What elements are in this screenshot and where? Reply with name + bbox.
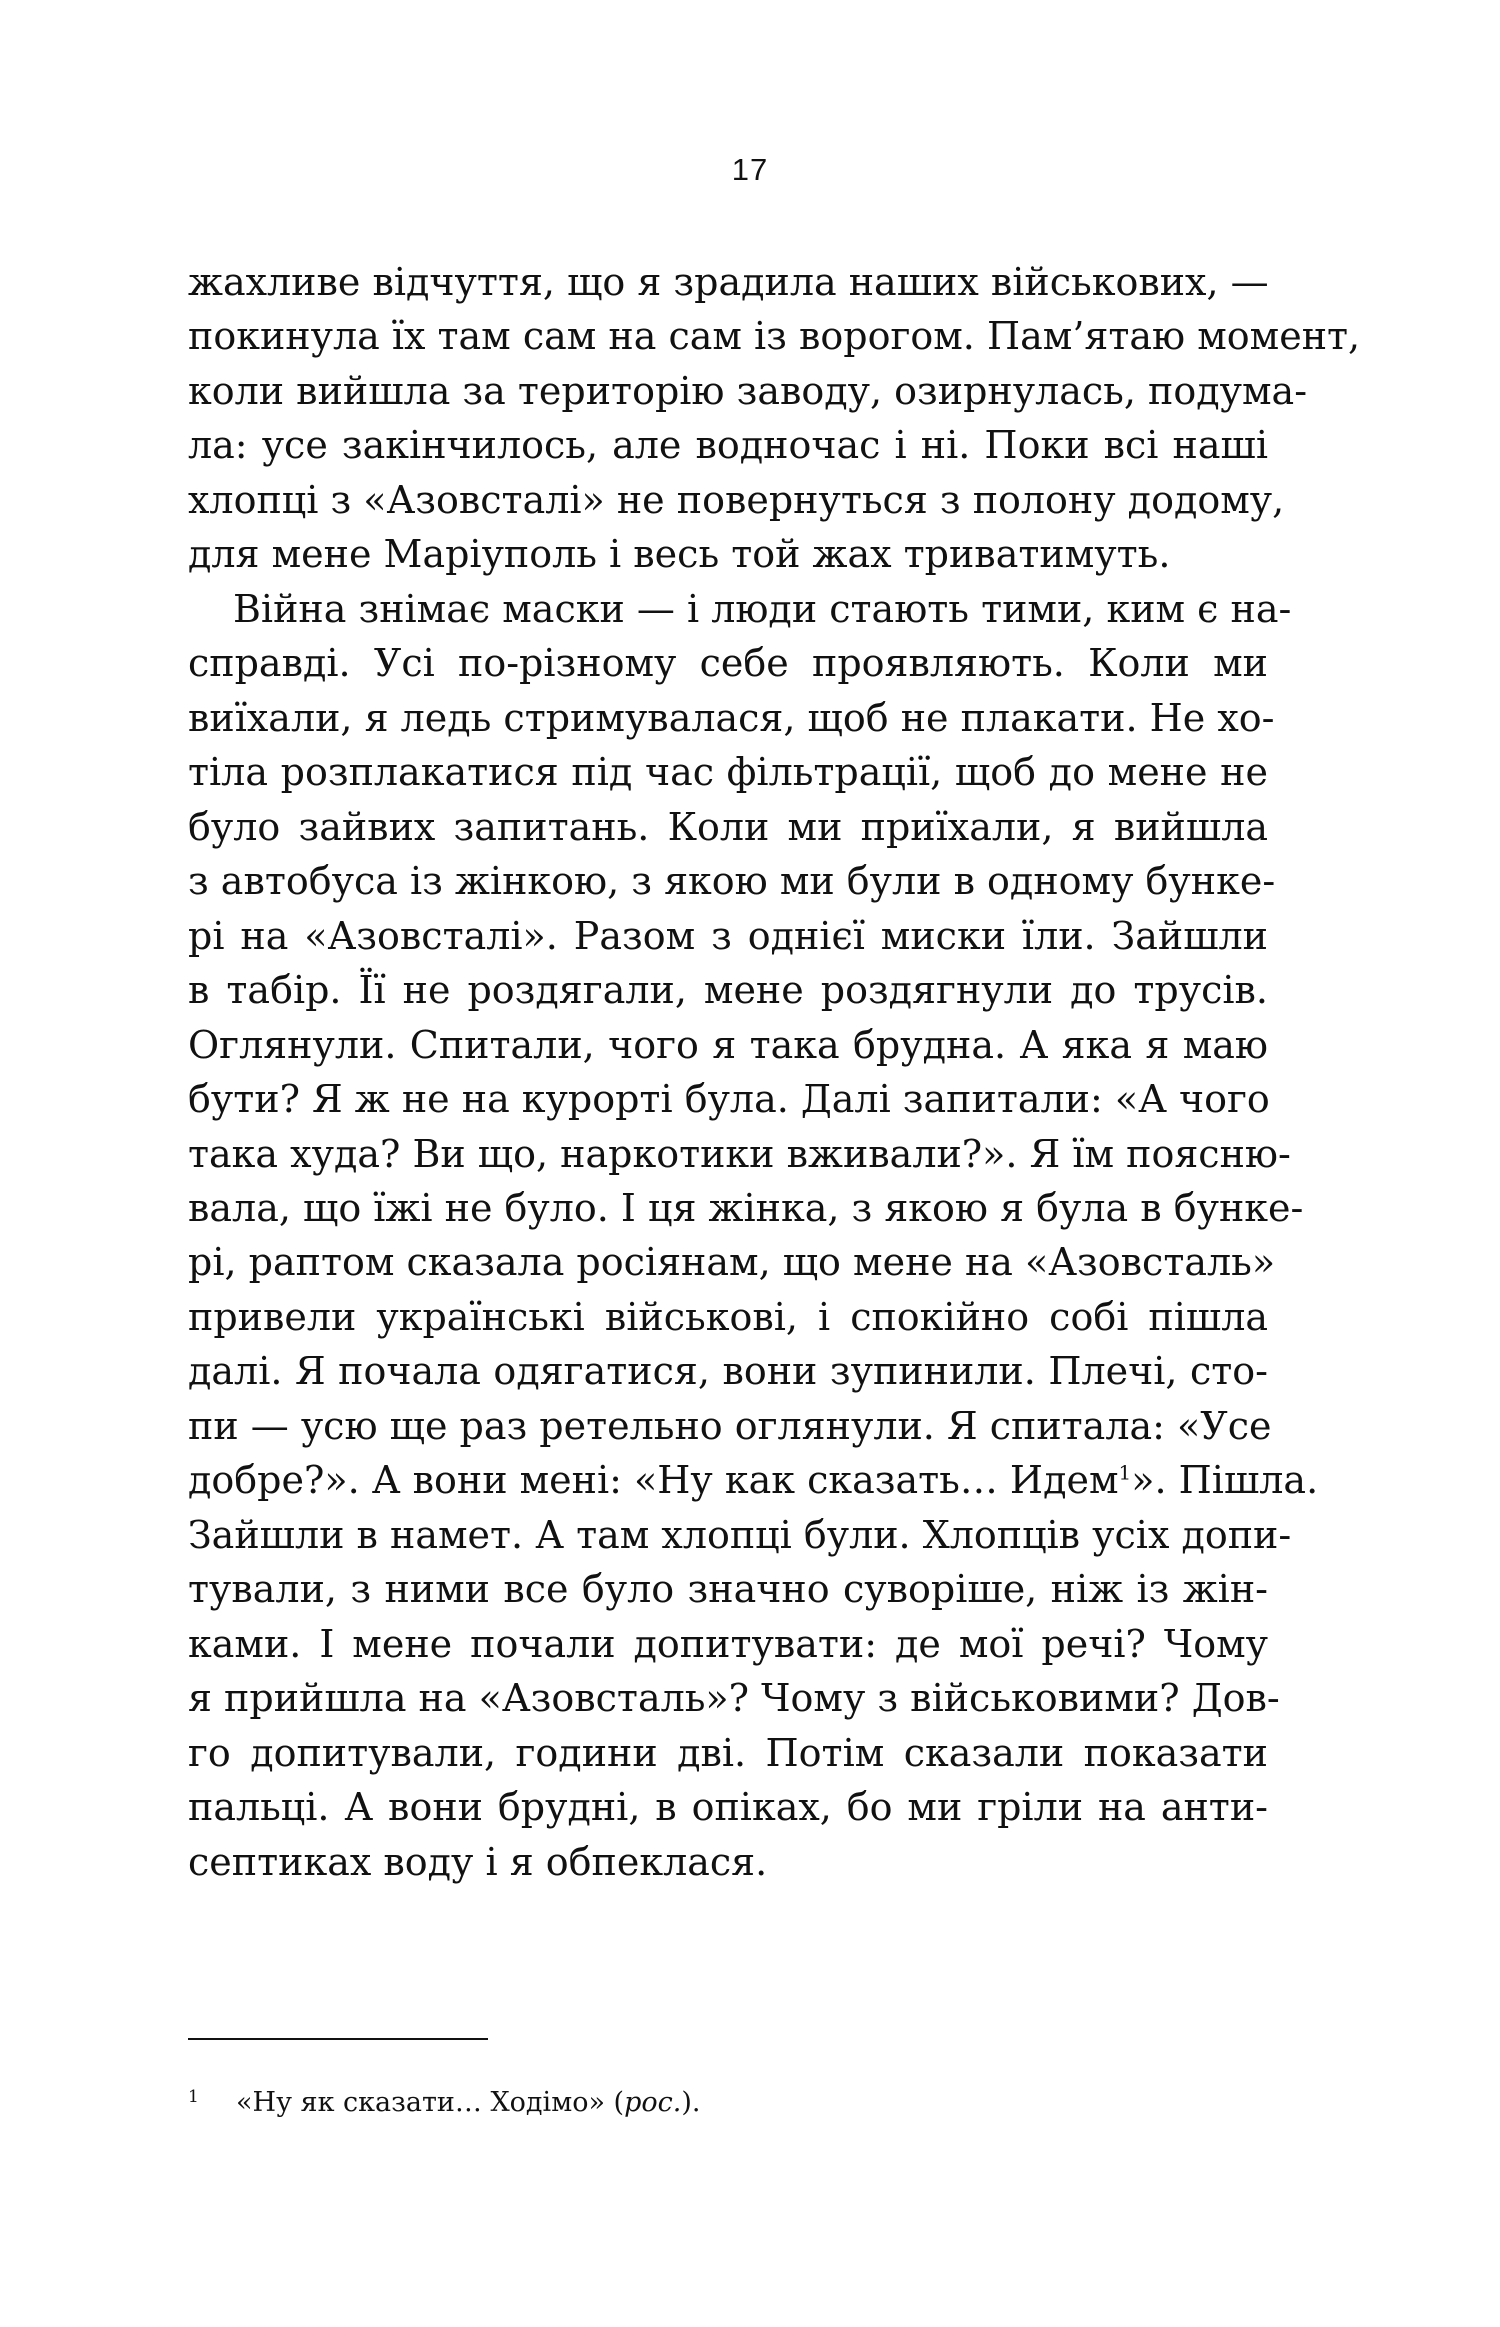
text-line: ками. І мене почали допитувати: де мої речі? Чому xyxy=(188,1621,1268,1666)
paragraph-start-line: Війна знімає маски — і люди стають тими, ким є на- xyxy=(233,586,1292,631)
footnote-text-end: ). xyxy=(681,2087,701,2118)
text-line: для мене Маріуполь і весь той жах триватимуть. xyxy=(188,532,1171,577)
text-line: я прийшла на «Азовсталь»? Чому з військовими? Дов- xyxy=(188,1676,1280,1721)
text-line: рі, раптом сказала росіянам, що мене на «Азовсталь» xyxy=(188,1240,1276,1285)
text-line: далі. Я почала одягатися, вони зупинили. Плечі, сто- xyxy=(188,1349,1268,1394)
text-line: рі на «Азовсталі». Разом з однієї миски їли. Зайшли xyxy=(188,913,1268,958)
footnote xyxy=(188,2085,700,2121)
text-line: Зайшли в намет. А там хлопці були. Хлопців усіх допи- xyxy=(188,1512,1292,1557)
text-line: покинула їх там сам на сам із ворогом. Пам’ятаю момент, xyxy=(188,314,1361,359)
text-line: з автобуса із жінкою, з якою ми були в одному бунке- xyxy=(188,859,1276,904)
text-line: хлопці з «Азовсталі» не повернуться з полону додому, xyxy=(188,477,1285,522)
text-line-part: добре?». А вони мені: «Ну как сказать… Идем xyxy=(188,1458,1119,1503)
text-line: виїхали, я ледь стримувалася, щоб не плакати. Не хо- xyxy=(188,695,1275,740)
text-line-part: ». Пішла. xyxy=(1131,1458,1319,1503)
body-text xyxy=(188,255,1361,1889)
text-line: привели українські військові, і спокійно собі пішла xyxy=(188,1294,1268,1339)
text-line: в табір. Її не роздягали, мене роздягнули до трусів. xyxy=(188,968,1268,1013)
text-line: го допитували, години дві. Потім сказали показати xyxy=(188,1730,1268,1775)
text-line: Оглянули. Спитали, чого я така брудна. А яка я маю xyxy=(188,1022,1268,1067)
text-line-with-footnote xyxy=(188,1453,1319,1507)
text-line: септиках воду і я обпеклася. xyxy=(188,1839,768,1884)
footnote-divider xyxy=(188,2038,488,2040)
text-line: пи — усю ще раз ретельно оглянули. Я спитала: «Усе xyxy=(188,1403,1272,1448)
text-line: було зайвих запитань. Коли ми приїхали, я вийшла xyxy=(188,804,1268,849)
text-line: вала, що їжі не було. І ця жінка, з якою я була в бунке- xyxy=(188,1185,1304,1230)
text-line: жахливе відчуття, що я зрадила наших військових, — xyxy=(188,260,1269,304)
text-line: бути? Я ж не на курорті була. Далі запитали: «А чого xyxy=(188,1077,1270,1122)
footnote-reference: 1 xyxy=(1118,1460,1132,1485)
footnote-text: «Ну як сказати… Ходімо» ( xyxy=(236,2087,625,2118)
text-line: пальці. А вони брудні, в опіках, бо ми гріли на анти- xyxy=(188,1785,1268,1830)
text-line: коли вийшла за територію заводу, озирнулась, подума- xyxy=(188,368,1308,413)
text-line: така худа? Ви що, наркотики вживали?». Я їм поясню- xyxy=(188,1131,1291,1176)
footnote-marker: 1 xyxy=(188,2087,199,2107)
page-number: 17 xyxy=(731,152,769,187)
text-line: тували, з ними все було значно суворіше, ніж із жін- xyxy=(188,1567,1268,1612)
text-line: ла: усе закінчилось, але водночас і ні. Поки всі наші xyxy=(188,423,1268,468)
text-line: тіла розплакатися під час фільтрації, щоб до мене не xyxy=(188,750,1268,795)
footnote-emphasis: рос. xyxy=(624,2087,682,2118)
text-line: справді. Усі по-різному себе проявляють. Коли ми xyxy=(188,641,1268,686)
